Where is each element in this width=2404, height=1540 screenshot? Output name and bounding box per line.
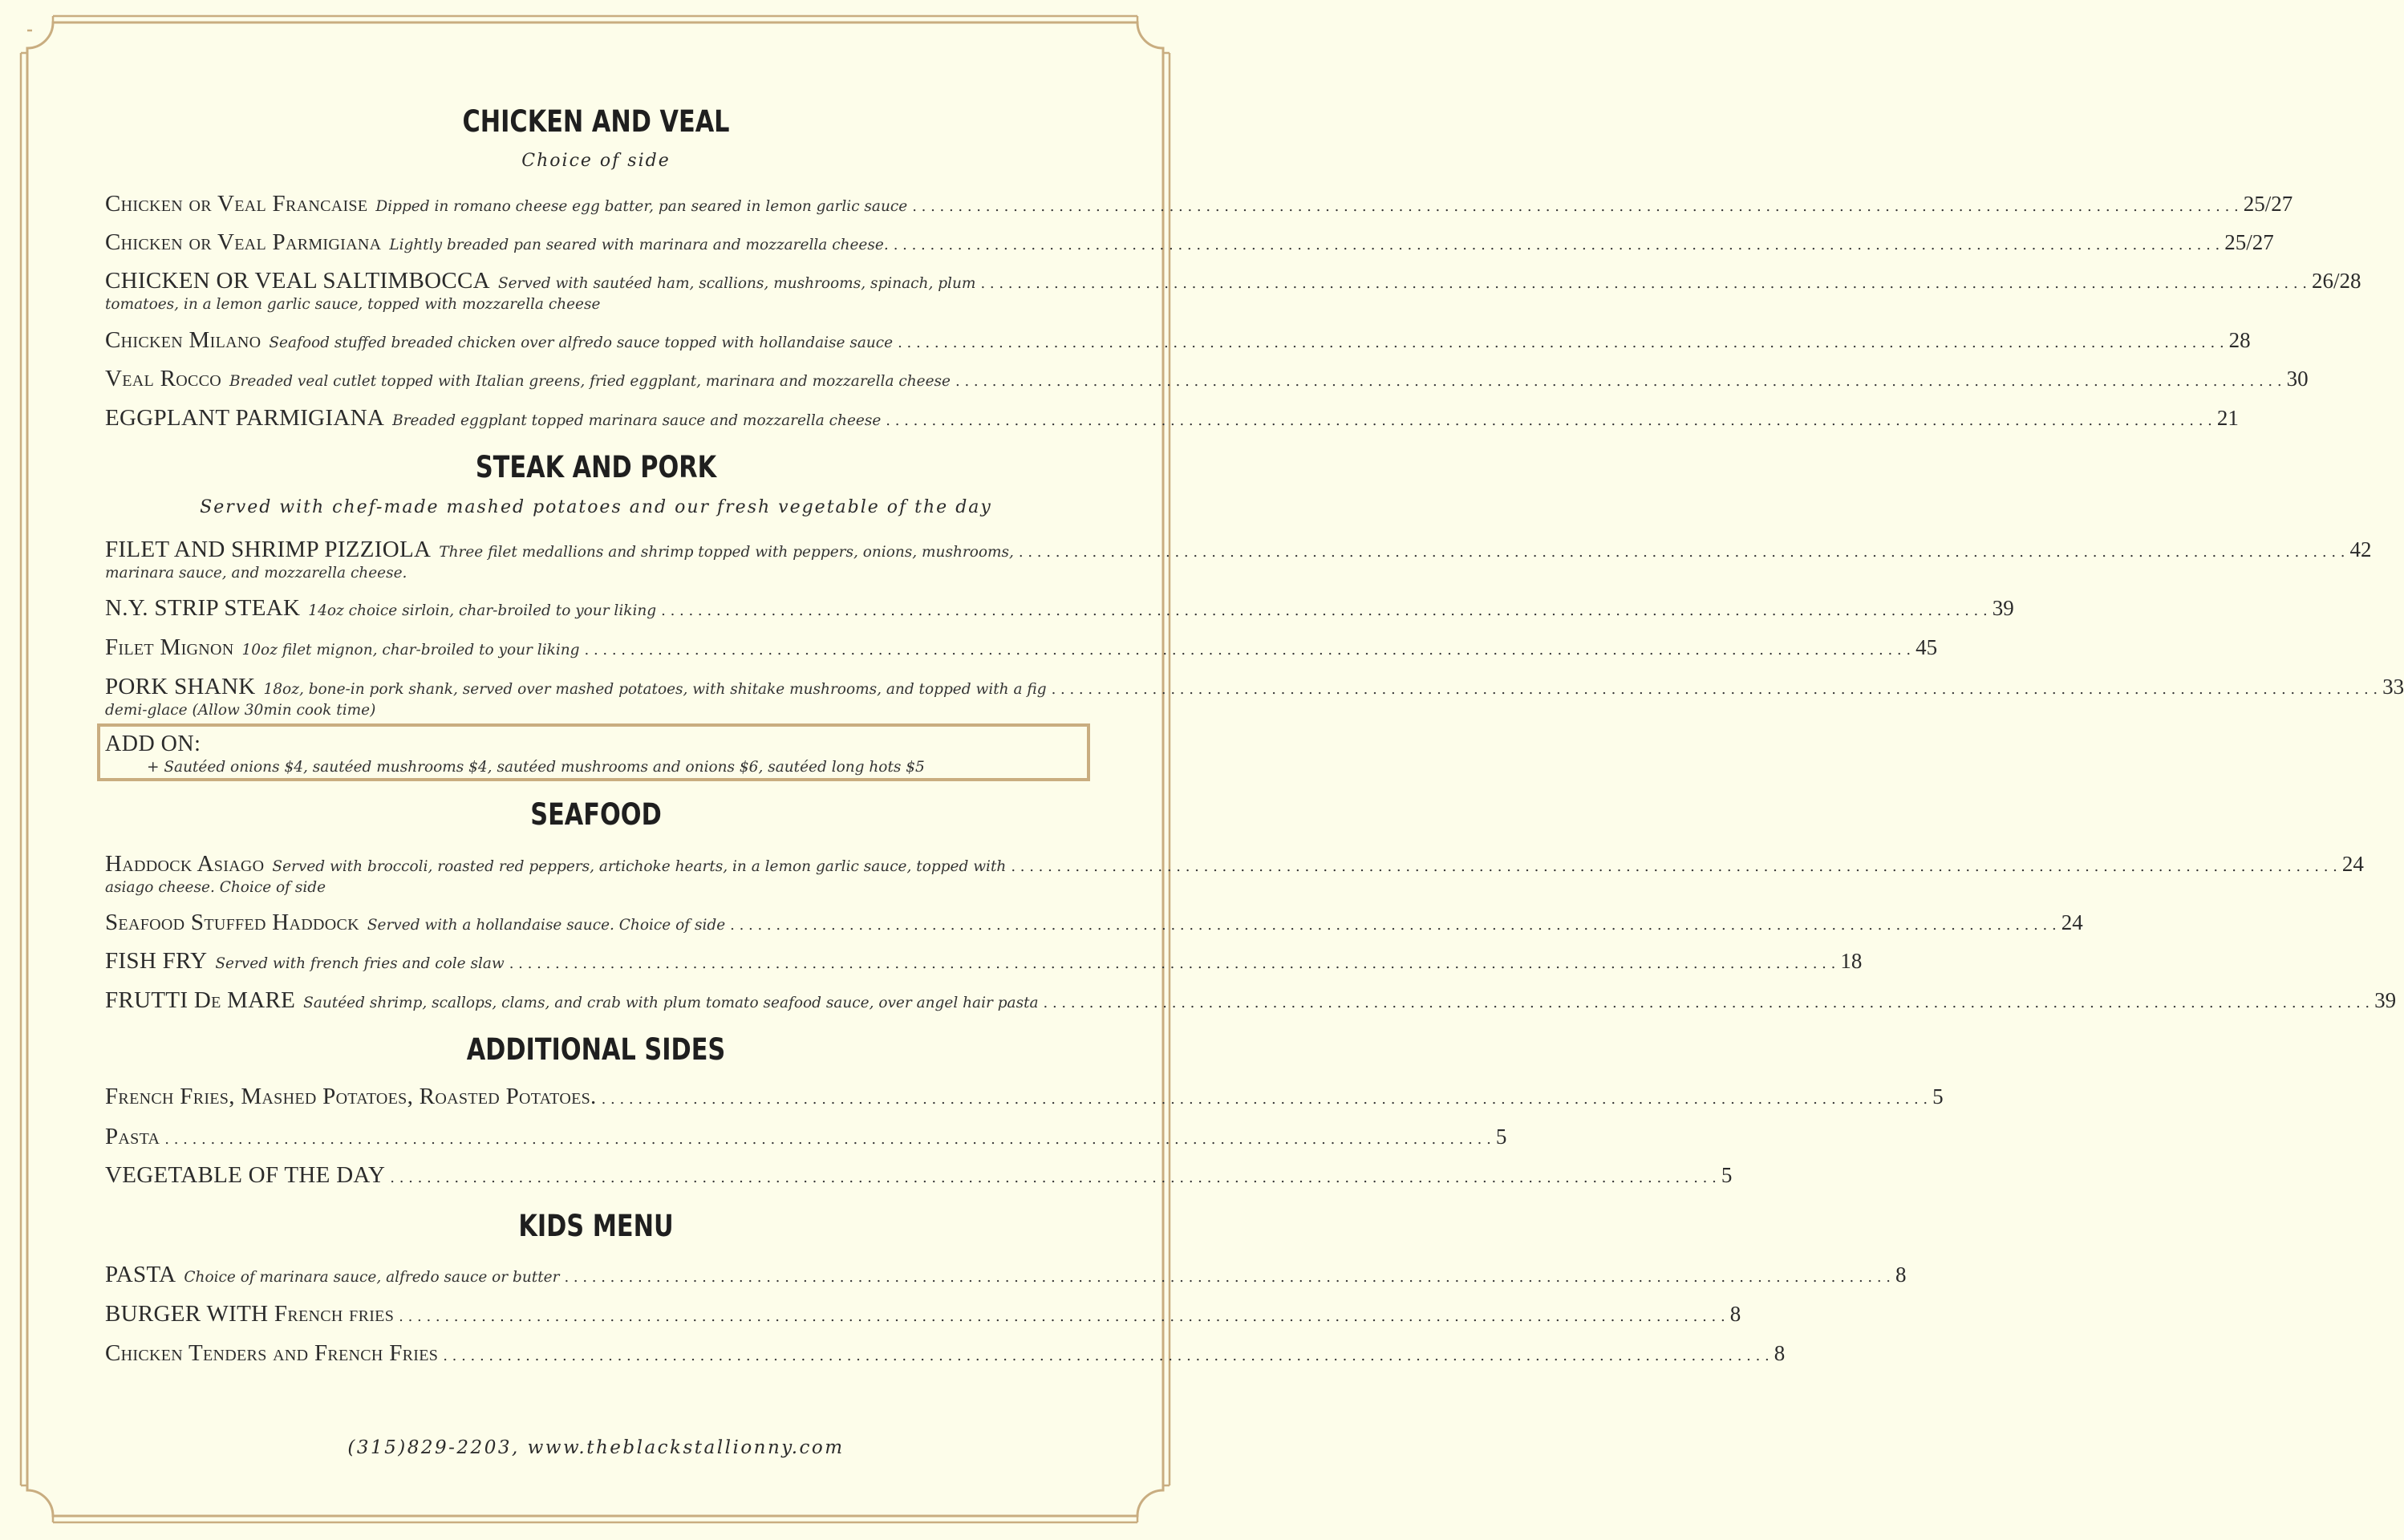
item-price: 24 [2061,910,2083,934]
item-price: 8 [1895,1262,1907,1287]
addon-label: ADD ON: [105,732,201,756]
menu-item [105,1084,1944,1110]
item-description: Seafood stuffed breaded chicken over alfredo sauce topped with hollandaise sauce [269,334,894,351]
item-name: CHICKEN OR VEAL SALTIMBOCCA [105,268,490,294]
item-price: 25/27 [2243,192,2293,216]
dot-leader [585,642,1911,659]
item-name: FILET AND SHRIMP PIZZIOLA [105,537,432,562]
item-name: FRUTTI De MARE [105,987,296,1013]
dot-leader [1011,858,2337,875]
item-name: Veal Rocco [105,366,221,391]
item-description-continued: marinara sauce, and mozzarella cheese. [105,565,407,582]
item-description: Served with french fries and cole slaw [215,955,505,972]
menu-item [105,1162,1733,1189]
item-name: Chicken or Veal Francaise [105,191,368,217]
item-description: Sautéed shrimp, scallops, clams, and crab with plum tomato seafood sauce, over angel hair pasta [303,995,1039,1011]
item-price: 8 [1729,1302,1741,1326]
dot-leader [390,1169,1717,1186]
section-title: KIDS MENU [518,1209,674,1243]
item-price: 21 [2216,406,2239,430]
dot-leader [730,917,2057,934]
item-name: BURGER WITH French fries [105,1301,395,1327]
addon-box [97,723,1090,781]
item-description: Breaded veal cutlet topped with Italian greens, fried eggplant, marinara and mozzarella cheese [229,373,951,390]
dot-leader [912,198,2239,215]
item-description: Dipped in romano cheese egg batter, pan seared in lemon garlic sauce [375,198,908,215]
menu-item [105,1340,1786,1367]
item-name: N.Y. STRIP STEAK [105,595,301,621]
item-description: 18oz, bone-in pork shank, served over mashed potatoes, with shitake mushrooms, and topped with a fig [263,681,1047,698]
dot-leader [1052,681,2378,698]
item-name: Chicken Tenders and French Fries [105,1340,439,1366]
addon-text: + Sautéed onions $4, sautéed mushrooms $4, sautéed mushrooms and onions $6, sautéed long hots $5 [147,759,925,776]
item-price: 26/28 [2312,269,2361,293]
item-price: 39 [2374,988,2397,1012]
dot-leader [886,412,2212,429]
item-name: EGGPLANT PARMIGIANA [105,405,385,431]
menu-item [105,405,2239,432]
item-name: Chicken or Veal Parmigiana [105,229,382,255]
menu-item [105,537,2372,582]
item-description: Served with sautéed ham, scallions, mushrooms, spinach, plum [497,275,976,292]
dot-leader [661,602,1988,619]
section-title: CHICKEN AND VEAL [462,104,730,139]
item-price: 8 [1774,1341,1786,1365]
item-price: 24 [2341,852,2364,876]
dot-leader [898,334,2224,351]
dot-leader [1019,544,2345,561]
section-subtitle: Choice of side [521,151,671,171]
item-name: Filet Mignon [105,634,234,660]
dot-leader [980,275,2307,292]
item-name: French Fries, Mashed Potatoes, Roasted Potatoes. [105,1084,597,1109]
menu-item [105,366,2309,392]
item-description-continued: asiago cheese. Choice of side [105,879,326,896]
item-price: 5 [1932,1084,1944,1108]
item-price: 42 [2349,537,2372,561]
menu-item [105,851,2364,896]
dot-leader [1044,995,2370,1011]
item-description: Choice of marinara sauce, alfredo sauce or butter [184,1269,560,1286]
item-description-continued: demi-glace (Allow 30min cook time) [105,702,376,719]
menu-item [105,948,1863,975]
dot-leader [564,1269,1891,1286]
menu-item [105,595,2014,622]
dot-leader [894,237,2220,253]
item-description: Breaded eggplant topped marinara sauce and mozzarella cheese [392,412,882,429]
item-description: Three filet medallions and shrimp topped with peppers, onions, mushrooms, [439,544,1014,561]
item-price: 45 [1915,635,1938,659]
item-price: 28 [2228,328,2251,352]
item-name: Seafood Stuffed Haddock [105,910,359,935]
item-price: 25/27 [2224,230,2274,254]
dot-leader [955,373,2282,390]
menu-item [105,327,2251,354]
menu-item [105,229,2274,256]
dot-leader [443,1348,1770,1364]
item-price: 18 [1840,949,1863,973]
item-description-continued: tomatoes, in a lemon garlic sauce, topped with mozzarella cheese [105,296,601,313]
menu-item [105,1124,1507,1150]
item-price: 33 [2382,675,2404,699]
item-name: Chicken Milano [105,327,261,353]
item-name: PORK SHANK [105,674,256,699]
section-title: STEAK AND PORK [475,450,717,484]
menu-item [105,191,2293,217]
item-description: Served with broccoli, roasted red peppers, artichoke hearts, in a lemon garlic sauce, topped with [272,858,1007,875]
menu-item [105,987,2397,1014]
dot-leader [164,1131,1491,1148]
contact-footer: (315)829-2203, www.theblackstallionny.com [347,1437,845,1458]
menu-item [105,674,2404,719]
item-name: Haddock Asiago [105,851,265,877]
dot-leader [509,955,1836,972]
item-description: Served with a hollandaise sauce. Choice of side [367,917,726,934]
menu-item [105,634,1938,661]
section-title: SEAFOOD [530,797,662,832]
item-price: 5 [1721,1163,1733,1187]
dot-leader [399,1308,1725,1325]
item-price: 5 [1495,1125,1507,1149]
item-price: 39 [1992,596,2014,620]
item-price: 30 [2286,367,2309,391]
item-name: FISH FRY [105,948,208,974]
section-title: ADDITIONAL SIDES [466,1032,726,1067]
item-description: 10oz filet mignon, char-broiled to your liking [241,642,580,659]
item-name: Pasta [105,1124,160,1149]
item-name: VEGETABLE OF THE DAY [105,1162,386,1188]
item-description: Lightly breaded pan seared with marinara and mozzarella cheese. [389,237,889,253]
item-name: PASTA [105,1262,176,1287]
dot-leader [602,1091,1928,1108]
menu-item [105,1301,1741,1327]
menu-item [105,1262,1907,1288]
section-subtitle: Served with chef-made mashed potatoes and our fresh vegetable of the day [200,497,992,517]
menu-item [105,268,2361,313]
item-description: 14oz choice sirloin, char-broiled to your liking [308,602,657,619]
menu-item [105,910,2083,936]
